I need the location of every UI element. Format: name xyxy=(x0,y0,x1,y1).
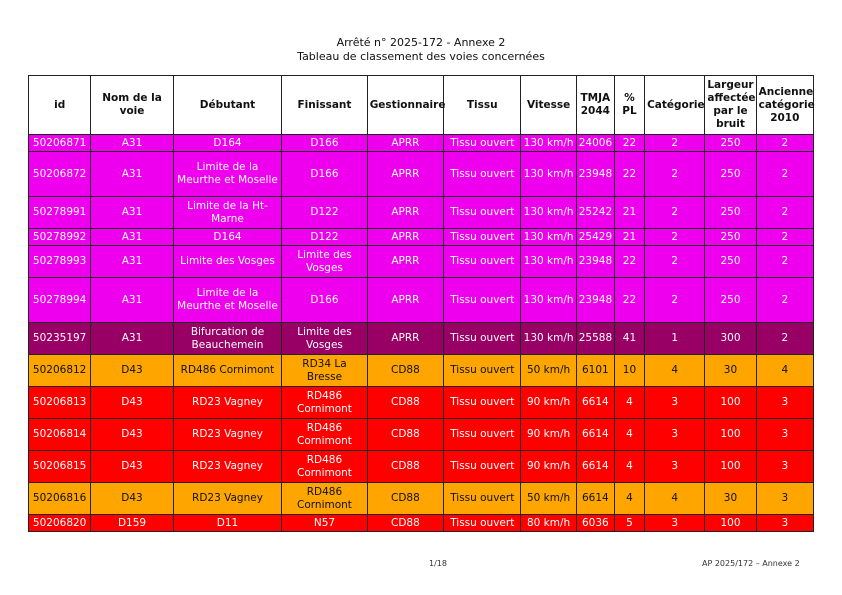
table-row xyxy=(29,152,814,197)
cell-nom: D43 xyxy=(91,451,173,483)
cell-finissant: D166 xyxy=(282,152,367,197)
cell-id: 50206816 xyxy=(29,483,91,515)
cell-vitesse: 90 km/h xyxy=(521,387,576,419)
cell-categorie: 2 xyxy=(645,229,705,246)
cell-vitesse: 90 km/h xyxy=(521,419,576,451)
cell-tissu: Tissu ouvert xyxy=(444,229,521,246)
cell-tmja: 23948 xyxy=(576,246,614,278)
cell-gestionnaire: CD88 xyxy=(367,451,443,483)
table-row xyxy=(29,278,814,323)
cell-gestionnaire: CD88 xyxy=(367,355,443,387)
cell-tissu: Tissu ouvert xyxy=(444,323,521,355)
cell-nom: A31 xyxy=(91,135,173,152)
table-row xyxy=(29,483,814,515)
cell-tissu: Tissu ouvert xyxy=(444,483,521,515)
cell-vitesse: 130 km/h xyxy=(521,323,576,355)
cell-categorie: 2 xyxy=(645,152,705,197)
cell-tmja: 23948 xyxy=(576,152,614,197)
table-row xyxy=(29,197,814,229)
cell-finissant: N57 xyxy=(282,515,367,532)
cell-id: 50278994 xyxy=(29,278,91,323)
cell-tissu: Tissu ouvert xyxy=(444,515,521,532)
cell-vitesse: 50 km/h xyxy=(521,355,576,387)
cell-gestionnaire: CD88 xyxy=(367,419,443,451)
cell-largeur: 100 xyxy=(705,387,756,419)
cell-debutant: RD23 Vagney xyxy=(173,483,282,515)
cell-vitesse: 130 km/h xyxy=(521,229,576,246)
cell-tmja: 25429 xyxy=(576,229,614,246)
cell-tmja: 6614 xyxy=(576,483,614,515)
table-row xyxy=(29,515,814,532)
cell-pl: 22 xyxy=(614,135,644,152)
cell-tissu: Tissu ouvert xyxy=(444,197,521,229)
cell-pl: 10 xyxy=(614,355,644,387)
cell-tissu: Tissu ouvert xyxy=(444,419,521,451)
cell-pl: 21 xyxy=(614,197,644,229)
cell-finissant: D122 xyxy=(282,197,367,229)
cell-pl: 21 xyxy=(614,229,644,246)
cell-gestionnaire: APRR xyxy=(367,246,443,278)
cell-ancienne-categorie: 3 xyxy=(756,483,813,515)
cell-vitesse: 130 km/h xyxy=(521,278,576,323)
cell-id: 50206812 xyxy=(29,355,91,387)
col-header-gestionnaire: Gestionnaire xyxy=(367,76,443,135)
cell-categorie: 4 xyxy=(645,355,705,387)
table-row xyxy=(29,419,814,451)
cell-finissant: RD34 La Bresse xyxy=(282,355,367,387)
cell-nom: D43 xyxy=(91,419,173,451)
cell-categorie: 2 xyxy=(645,278,705,323)
col-header-vitesse: Vitesse xyxy=(521,76,576,135)
col-header-tmja: TMJA 2044 xyxy=(576,76,614,135)
col-header-debutant: Débutant xyxy=(173,76,282,135)
page-number: 1/18 xyxy=(429,559,447,568)
table-row xyxy=(29,229,814,246)
cell-pl: 22 xyxy=(614,152,644,197)
cell-tissu: Tissu ouvert xyxy=(444,246,521,278)
cell-debutant: D11 xyxy=(173,515,282,532)
cell-id: 50206814 xyxy=(29,419,91,451)
cell-gestionnaire: CD88 xyxy=(367,483,443,515)
cell-finissant: RD486 Cornimont xyxy=(282,483,367,515)
cell-pl: 22 xyxy=(614,278,644,323)
cell-tmja: 6036 xyxy=(576,515,614,532)
document-title: Arrêté n° 2025-172 - Annexe 2 xyxy=(336,36,506,49)
cell-id: 50278992 xyxy=(29,229,91,246)
cell-pl: 22 xyxy=(614,246,644,278)
cell-ancienne-categorie: 3 xyxy=(756,515,813,532)
cell-finissant: RD486 Cornimont xyxy=(282,451,367,483)
cell-ancienne-categorie: 2 xyxy=(756,246,813,278)
cell-vitesse: 130 km/h xyxy=(521,246,576,278)
cell-largeur: 250 xyxy=(705,278,756,323)
cell-finissant: RD486 Cornimont xyxy=(282,387,367,419)
cell-tissu: Tissu ouvert xyxy=(444,387,521,419)
cell-largeur: 250 xyxy=(705,246,756,278)
cell-categorie: 2 xyxy=(645,197,705,229)
table-row xyxy=(29,451,814,483)
cell-ancienne-categorie: 3 xyxy=(756,387,813,419)
cell-largeur: 30 xyxy=(705,355,756,387)
cell-gestionnaire: APRR xyxy=(367,229,443,246)
cell-debutant: Bifurcation de Beauchemein xyxy=(173,323,282,355)
cell-tmja: 6614 xyxy=(576,387,614,419)
cell-ancienne-categorie: 2 xyxy=(756,135,813,152)
table-row xyxy=(29,246,814,278)
cell-debutant: RD23 Vagney xyxy=(173,419,282,451)
cell-categorie: 2 xyxy=(645,135,705,152)
col-header-largeur: Largeur affectée par le bruit xyxy=(705,76,756,135)
cell-debutant: Limite de la Meurthe et Moselle xyxy=(173,278,282,323)
cell-nom: A31 xyxy=(91,278,173,323)
classification-table xyxy=(28,75,814,532)
col-header-nom: Nom de la voie xyxy=(91,76,173,135)
cell-finissant: D166 xyxy=(282,135,367,152)
cell-largeur: 250 xyxy=(705,229,756,246)
cell-largeur: 250 xyxy=(705,197,756,229)
cell-categorie: 3 xyxy=(645,419,705,451)
cell-pl: 4 xyxy=(614,419,644,451)
cell-debutant: D164 xyxy=(173,135,282,152)
cell-largeur: 300 xyxy=(705,323,756,355)
cell-vitesse: 130 km/h xyxy=(521,135,576,152)
cell-pl: 4 xyxy=(614,451,644,483)
cell-gestionnaire: APRR xyxy=(367,135,443,152)
cell-ancienne-categorie: 2 xyxy=(756,197,813,229)
cell-id: 50278991 xyxy=(29,197,91,229)
cell-finissant: Limite des Vosges xyxy=(282,246,367,278)
cell-categorie: 3 xyxy=(645,515,705,532)
cell-vitesse: 90 km/h xyxy=(521,451,576,483)
cell-debutant: D164 xyxy=(173,229,282,246)
cell-tmja: 6614 xyxy=(576,451,614,483)
cell-debutant: RD23 Vagney xyxy=(173,451,282,483)
cell-vitesse: 50 km/h xyxy=(521,483,576,515)
cell-tmja: 6101 xyxy=(576,355,614,387)
cell-finissant: D122 xyxy=(282,229,367,246)
document-reference: AP 2025/172 – Annexe 2 xyxy=(702,559,800,568)
table-row xyxy=(29,355,814,387)
cell-finissant: D166 xyxy=(282,278,367,323)
cell-ancienne-categorie: 2 xyxy=(756,323,813,355)
cell-ancienne-categorie: 2 xyxy=(756,278,813,323)
cell-categorie: 2 xyxy=(645,246,705,278)
table-row xyxy=(29,323,814,355)
cell-tmja: 25242 xyxy=(576,197,614,229)
cell-nom: D43 xyxy=(91,355,173,387)
table-header-row xyxy=(29,76,814,135)
cell-tissu: Tissu ouvert xyxy=(444,278,521,323)
table-row xyxy=(29,135,814,152)
cell-tmja: 25588 xyxy=(576,323,614,355)
cell-id: 50235197 xyxy=(29,323,91,355)
cell-debutant: RD23 Vagney xyxy=(173,387,282,419)
cell-gestionnaire: CD88 xyxy=(367,515,443,532)
cell-debutant: Limite des Vosges xyxy=(173,246,282,278)
cell-categorie: 4 xyxy=(645,483,705,515)
cell-debutant: Limite de la Ht-Marne xyxy=(173,197,282,229)
cell-ancienne-categorie: 4 xyxy=(756,355,813,387)
cell-id: 50206820 xyxy=(29,515,91,532)
cell-debutant: RD486 Cornimont xyxy=(173,355,282,387)
cell-tmja: 6614 xyxy=(576,419,614,451)
cell-nom: A31 xyxy=(91,197,173,229)
cell-gestionnaire: APRR xyxy=(367,323,443,355)
cell-finissant: Limite des Vosges xyxy=(282,323,367,355)
cell-nom: A31 xyxy=(91,229,173,246)
cell-id: 50206872 xyxy=(29,152,91,197)
cell-gestionnaire: APRR xyxy=(367,152,443,197)
cell-tissu: Tissu ouvert xyxy=(444,135,521,152)
cell-gestionnaire: APRR xyxy=(367,278,443,323)
cell-tissu: Tissu ouvert xyxy=(444,451,521,483)
col-header-tissu: Tissu xyxy=(444,76,521,135)
cell-tmja: 24006 xyxy=(576,135,614,152)
table-row xyxy=(29,387,814,419)
cell-vitesse: 80 km/h xyxy=(521,515,576,532)
cell-ancienne-categorie: 3 xyxy=(756,419,813,451)
col-header-pl: % PL xyxy=(614,76,644,135)
cell-id: 50278993 xyxy=(29,246,91,278)
cell-pl: 4 xyxy=(614,483,644,515)
cell-tissu: Tissu ouvert xyxy=(444,355,521,387)
cell-tissu: Tissu ouvert xyxy=(444,152,521,197)
cell-pl: 41 xyxy=(614,323,644,355)
cell-largeur: 30 xyxy=(705,483,756,515)
cell-gestionnaire: APRR xyxy=(367,197,443,229)
cell-ancienne-categorie: 2 xyxy=(756,229,813,246)
cell-largeur: 100 xyxy=(705,515,756,532)
cell-nom: D43 xyxy=(91,387,173,419)
cell-gestionnaire: CD88 xyxy=(367,387,443,419)
cell-pl: 5 xyxy=(614,515,644,532)
cell-id: 50206813 xyxy=(29,387,91,419)
cell-ancienne-categorie: 3 xyxy=(756,451,813,483)
cell-largeur: 250 xyxy=(705,135,756,152)
col-header-categorie: Catégorie xyxy=(645,76,705,135)
col-header-id: id xyxy=(29,76,91,135)
cell-largeur: 250 xyxy=(705,152,756,197)
document-subtitle: Tableau de classement des voies concernées xyxy=(297,50,545,63)
cell-largeur: 100 xyxy=(705,451,756,483)
cell-nom: D159 xyxy=(91,515,173,532)
cell-nom: A31 xyxy=(91,323,173,355)
cell-ancienne-categorie: 2 xyxy=(756,152,813,197)
col-header-ancienne-categorie: Ancienne catégorie 2010 xyxy=(756,76,813,135)
cell-vitesse: 130 km/h xyxy=(521,197,576,229)
cell-categorie: 3 xyxy=(645,451,705,483)
cell-id: 50206871 xyxy=(29,135,91,152)
cell-debutant: Limite de la Meurthe et Moselle xyxy=(173,152,282,197)
cell-categorie: 3 xyxy=(645,387,705,419)
cell-nom: A31 xyxy=(91,152,173,197)
col-header-finissant: Finissant xyxy=(282,76,367,135)
cell-categorie: 1 xyxy=(645,323,705,355)
cell-finissant: RD486 Cornimont xyxy=(282,419,367,451)
cell-nom: A31 xyxy=(91,246,173,278)
cell-tmja: 23948 xyxy=(576,278,614,323)
cell-nom: D43 xyxy=(91,483,173,515)
cell-largeur: 100 xyxy=(705,419,756,451)
cell-pl: 4 xyxy=(614,387,644,419)
cell-vitesse: 130 km/h xyxy=(521,152,576,197)
cell-id: 50206815 xyxy=(29,451,91,483)
